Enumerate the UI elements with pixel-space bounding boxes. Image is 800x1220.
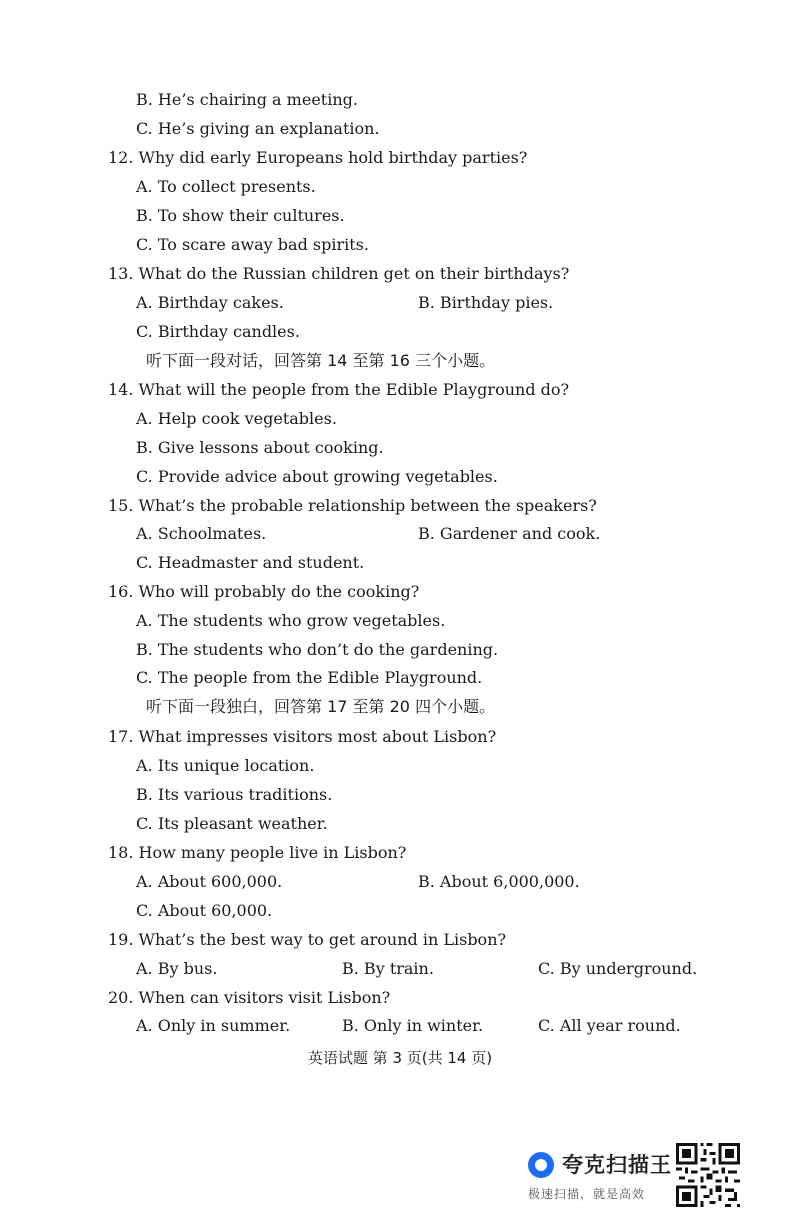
question-20: 20. When can visitors visit Lisbon? (108, 988, 391, 1007)
question-13-option-b: B. Birthday pies. (418, 293, 554, 312)
question-20-option-b: B. Only in winter. (342, 1016, 484, 1035)
question-19: 19. What’s the best way to get around in Lisbon? (108, 930, 507, 949)
question-12-option-b: B. To show their cultures. (136, 206, 345, 225)
question-15-option-a: A. Schoolmates. (136, 524, 267, 543)
question-12-option-c: C. To scare away bad spirits. (136, 235, 369, 254)
question-17-option-b: B. Its various traditions. (136, 785, 333, 804)
question-18-option-a: A. About 600,000. (136, 872, 283, 891)
section-intro-14-16: 听下面一段对话，回答第 14 至第 16 三个小题。 (146, 351, 496, 370)
scanner-brand-name: 夸克扫描王 (562, 1153, 672, 1177)
question-13-option-c: C. Birthday candles. (136, 322, 300, 341)
question-16-option-b: B. The students who don’t do the gardening. (136, 640, 499, 659)
page-footer: 英语试题 第 3 页(共 14 页) (307, 1049, 493, 1067)
question-13: 13. What do the Russian children get on their birthdays? (108, 264, 570, 283)
question-12-option-a: A. To collect presents. (136, 177, 316, 196)
section-intro-17-20: 听下面一段独白，回答第 17 至第 20 四个小题。 (146, 697, 496, 716)
scanner-logo-icon (528, 1152, 554, 1178)
question-14-option-c: C. Provide advice about growing vegetables. (136, 467, 498, 486)
question-15-option-b: B. Gardener and cook. (418, 524, 601, 543)
question-12: 12. Why did early Europeans hold birthday parties? (108, 148, 528, 167)
question-18: 18. How many people live in Lisbon? (108, 843, 407, 862)
question-19-option-c: C. By underground. (538, 959, 698, 978)
question-16-option-c: C. The people from the Edible Playground. (136, 668, 483, 687)
question-20-option-a: A. Only in summer. (136, 1016, 291, 1035)
question-17: 17. What impresses visitors most about Lisbon? (108, 727, 497, 746)
question-16-option-a: A. The students who grow vegetables. (136, 611, 446, 630)
question-11-option-c: C. He’s giving an explanation. (136, 119, 380, 138)
question-18-option-c: C. About 60,000. (136, 901, 273, 920)
question-14-option-b: B. Give lessons about cooking. (136, 438, 384, 457)
question-20-option-c: C. All year round. (538, 1016, 681, 1035)
scanner-watermark (524, 1146, 674, 1206)
question-15: 15. What’s the probable relationship between the speakers? (108, 496, 597, 515)
question-18-option-b: B. About 6,000,000. (418, 872, 580, 891)
question-11-option-b: B. He’s chairing a meeting. (136, 90, 358, 109)
question-14: 14. What will the people from the Edible Playground do? (108, 380, 570, 399)
question-16: 16. Who will probably do the cooking? (108, 582, 420, 601)
question-13-option-a: A. Birthday cakes. (136, 293, 284, 312)
question-19-option-a: A. By bus. (136, 959, 218, 978)
question-19-option-b: B. By train. (342, 959, 434, 978)
qr-code-icon (676, 1143, 740, 1207)
question-15-option-c: C. Headmaster and student. (136, 553, 365, 572)
question-17-option-c: C. Its pleasant weather. (136, 814, 328, 833)
question-14-option-a: A. Help cook vegetables. (136, 409, 337, 428)
scanner-tagline: 极速扫描，就是高效 (528, 1187, 646, 1201)
question-17-option-a: A. Its unique location. (136, 756, 315, 775)
